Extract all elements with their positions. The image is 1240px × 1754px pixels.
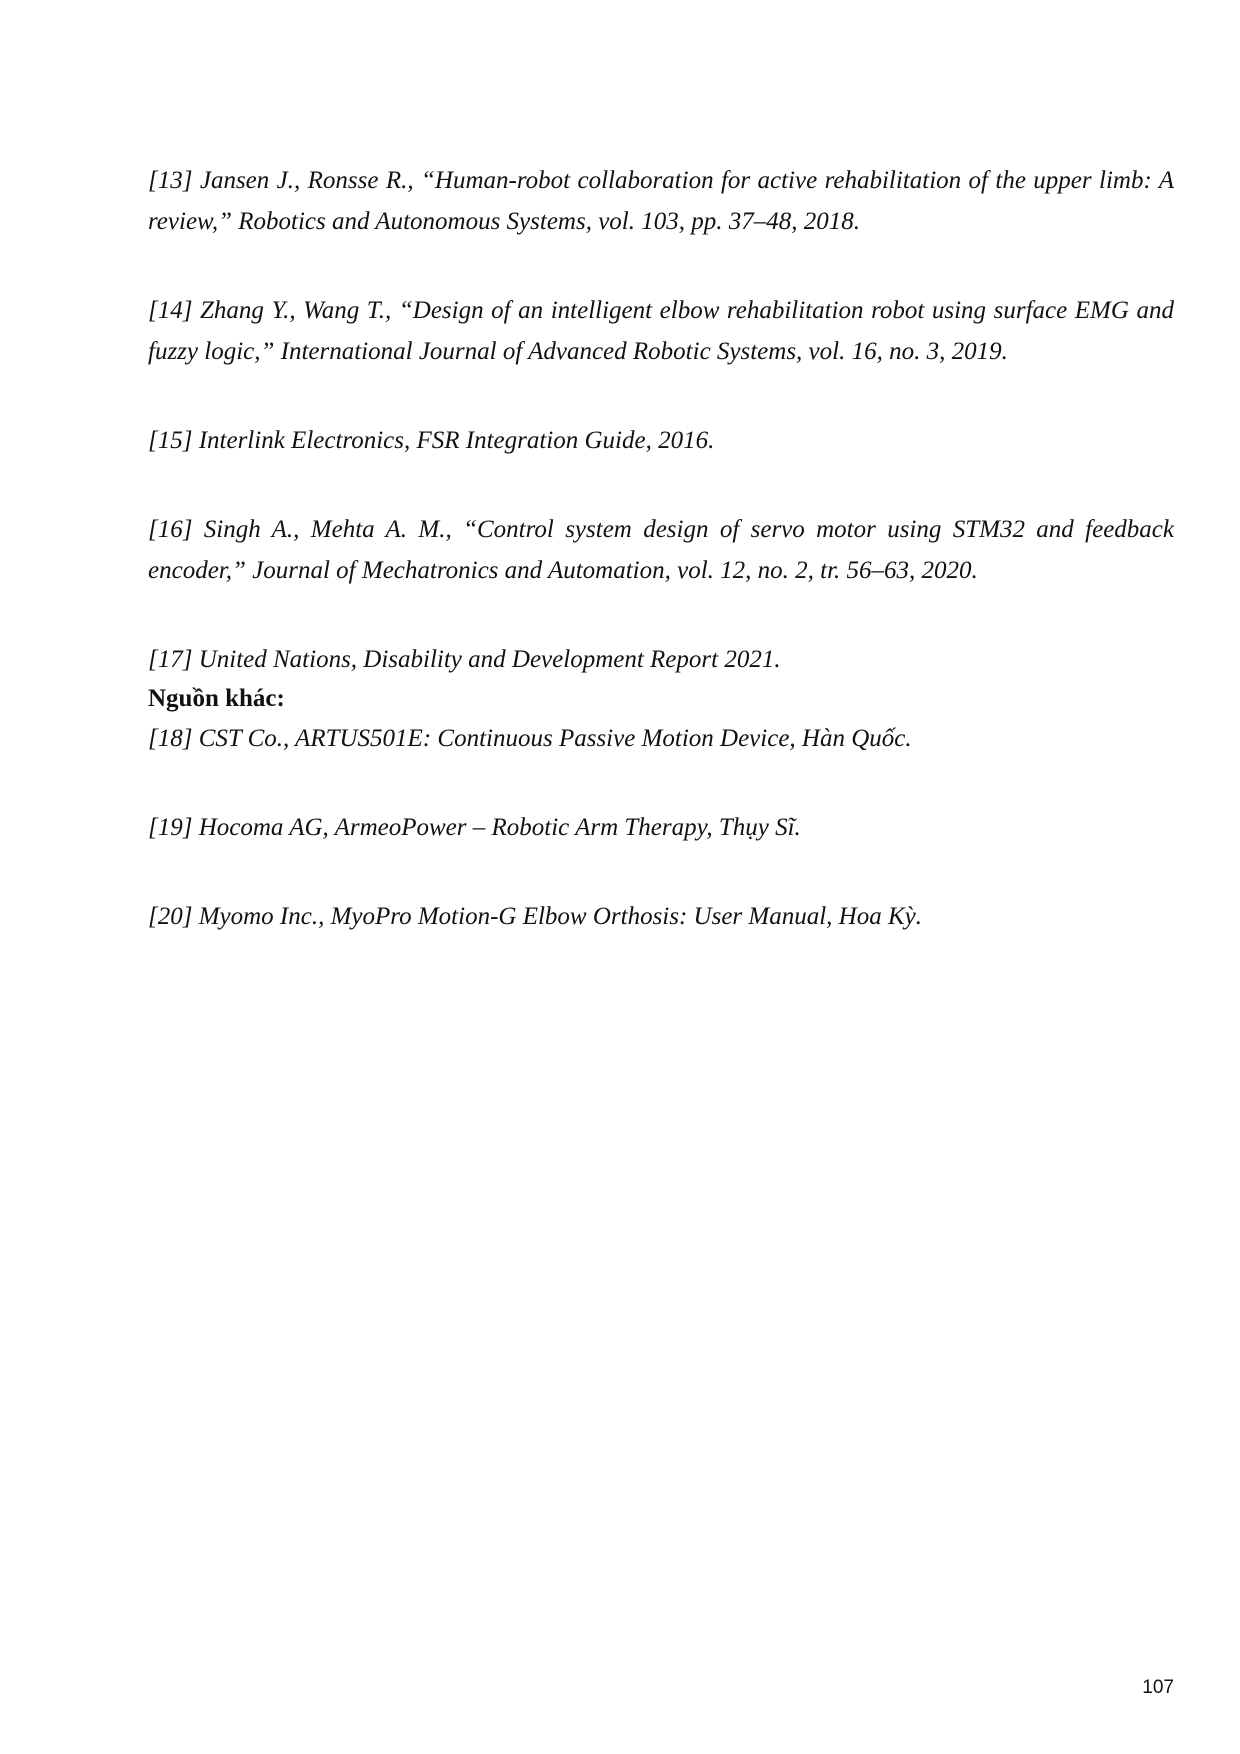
reference-20: [20] Myomo Inc., MyoPro Motion-G Elbow Orthosis: User Manual, Hoa Kỳ. [148,903,922,930]
reference-16: [16] Singh A., Mehta A. M., “Control system design of servo motor using STM32 and feedback encoder,” Journal of Mechatronics and Automation, vol. 12, no. 2, tr. 56–63, 2020. [148,516,1174,584]
reference-15: [15] Interlink Electronics, FSR Integration Guide, 2016. [148,427,715,454]
reference-19: [19] Hocoma AG, ArmeoPower – Robotic Arm Therapy, Thụy Sĩ. [148,814,801,841]
reference-13: [13] Jansen J., Ronsse R., “Human-robot collaboration for active rehabilitation of the upper limb: A review,” Robotics and Autonomous Systems, vol. 103, pp. 37–48, 2018. [148,167,1174,235]
reference-17: [17] United Nations, Disability and Development Report 2021. [148,646,781,673]
references-page [148,160,1174,937]
page-number: 107 [1142,1677,1174,1698]
other-sources-heading: Nguồn khác: [148,685,285,712]
reference-14: [14] Zhang Y., Wang T., “Design of an intelligent elbow rehabilitation robot using surface EMG and fuzzy logic,” International Journal of Advanced Robotic Systems, vol. 16, no. 3, 2019. [148,297,1174,365]
reference-18: [18] CST Co., ARTUS501E: Continuous Passive Motion Device, Hàn Quốc. [148,725,912,752]
